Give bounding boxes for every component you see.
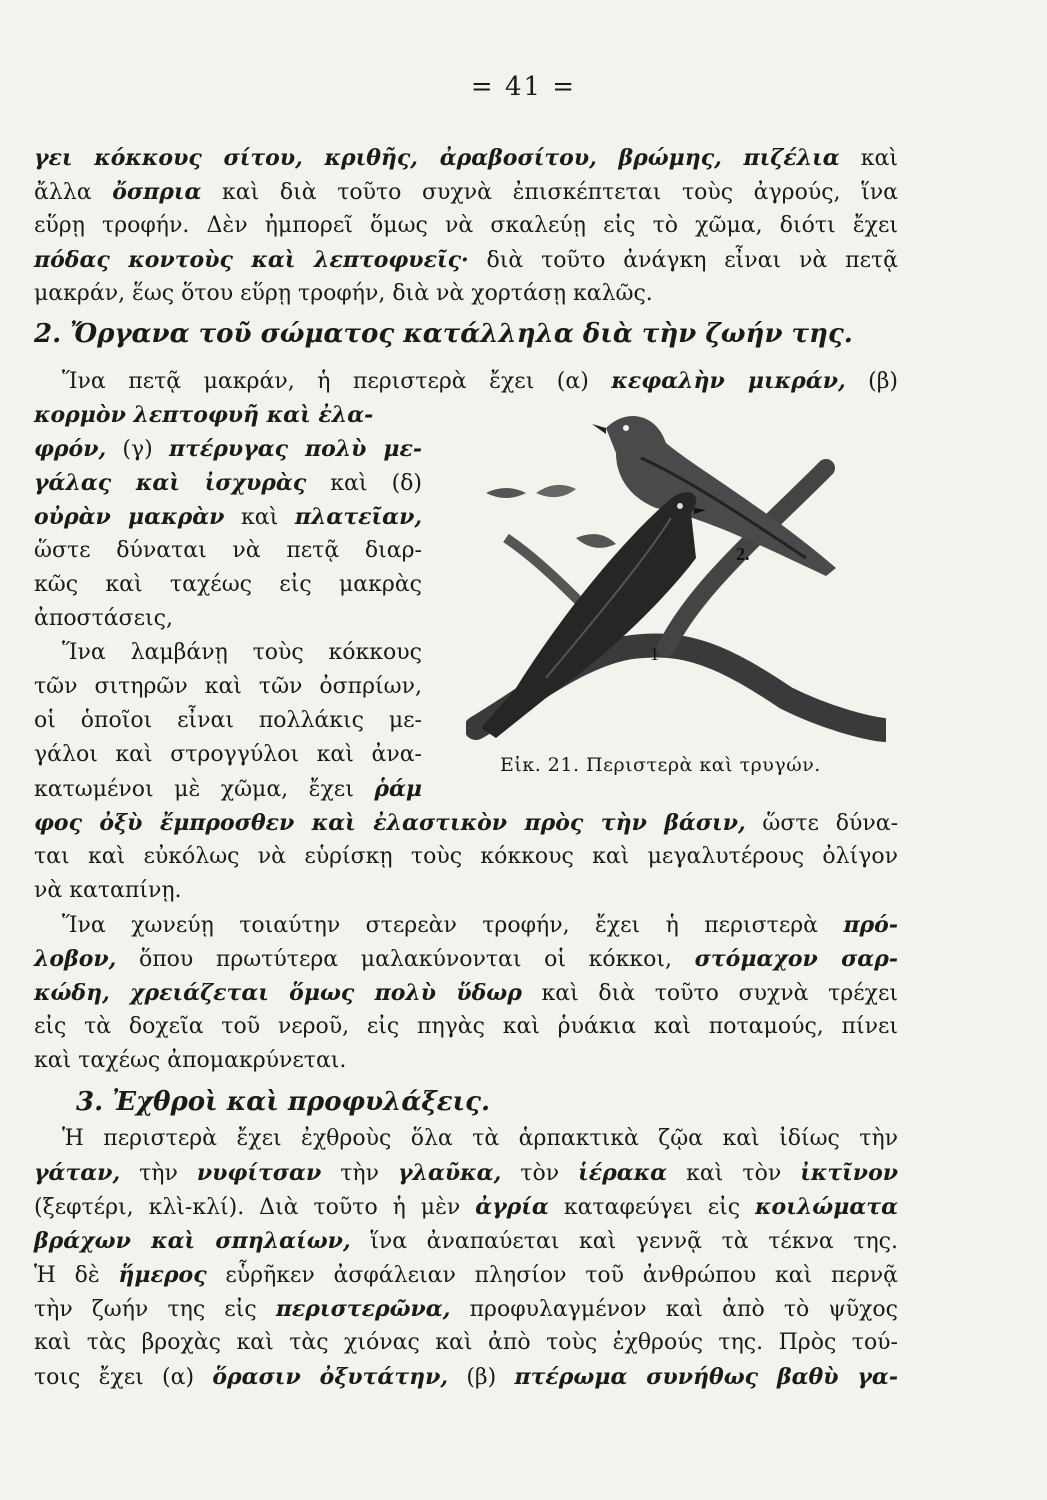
body-text: καὶ (224, 505, 295, 530)
text-line (62, 364, 898, 399)
body-text: καὶ τὰς βροχὰς καὶ τὰς χιόνας καὶ ἀπὸ τοὺς ἐχθρούς της. Πρὸς τού- (34, 1330, 898, 1355)
text-line (34, 840, 898, 874)
emphasis-text: ἱέρακα (578, 1160, 668, 1186)
body-text: ὅπου πρωτύτερα μαλακύνονται οἱ κόκκοι, (116, 947, 695, 972)
body-text: εὗρῆκεν ἀσφάλειαν πλησίον τοῦ ἀνθρώπου καὶ περνᾷ (206, 1263, 898, 1288)
emphasis-text: οὐρὰν μακρὰν (34, 504, 225, 530)
body-text: Ἵνα λαμβάνῃ τοὺς κόκκους (62, 640, 422, 665)
text-line (34, 1156, 898, 1191)
emphasis-text: ἥμερος (118, 1262, 207, 1288)
text-line (34, 670, 422, 704)
body-text: ὥστε δύνα- (745, 811, 899, 836)
text-line (34, 1258, 898, 1293)
emphasis-text: γάλας καὶ ἰσχυρὰς (34, 470, 307, 496)
section-heading-enemies: 3. Ἐχθροὶ καὶ προφυλάξεις. (76, 1087, 491, 1117)
text-line (62, 908, 898, 943)
emphasis-text: πλατεῖαν, (294, 504, 422, 530)
text-line (34, 738, 422, 772)
emphasis-text: περιστερῶνα, (275, 1296, 451, 1322)
body-text: Ἡ δὲ (34, 1263, 119, 1288)
text-line (34, 1326, 898, 1360)
body-text: καὶ ταχέως ἀπομακρύνεται. (34, 1048, 347, 1073)
body-text: διὰ τοῦτο ἀνάγκη εἶναι νὰ πετᾷ (468, 248, 898, 273)
body-text: (β) (448, 1365, 515, 1390)
text-line (34, 209, 898, 243)
body-text: Ἡ περιστερὰ ἔχει ἐχθροὺς ὅλα τὰ ἁρπακτικὰ ζῷα καὶ ἰδίως τὴν (62, 1126, 898, 1151)
emphasis-text: φος ὀξὺ ἔμπροσθεν καὶ ἐλαστικὸν πρὸς τὴν βάσιν, (34, 810, 746, 836)
emphasis-text: γλαῦκα, (398, 1160, 502, 1186)
text-line (34, 432, 422, 467)
emphasis-text: ῥάμ (374, 776, 422, 802)
body-text: καταφεύγει εἰς (548, 1195, 756, 1220)
body-text: καὶ διὰ τοῦτο συχνὰ τρέχει (521, 981, 898, 1006)
body-text: (β) (845, 369, 899, 394)
body-text: καὶ (839, 146, 899, 171)
emphasis-text: νυφίτσαν (196, 1160, 322, 1186)
text-line (34, 1224, 898, 1259)
page-number: = 41 = (470, 72, 577, 102)
body-text: κῶς καὶ ταχέως εἰς μακρὰς (34, 572, 422, 597)
body-text: κατωμένοι μὲ χῶμα, ἔχει (34, 777, 375, 802)
body-text: τὸν (501, 1161, 579, 1186)
body-text: τὴν (120, 1161, 197, 1186)
emphasis-text: κορμὸν λεπτοφυῆ καὶ ἐλα- (34, 402, 374, 428)
emphasis-text: πτέρωμα συνήθως βαθὺ γα- (514, 1364, 898, 1390)
emphasis-text: ὄσπρια (112, 179, 202, 205)
text-line (34, 500, 422, 535)
text-line (34, 942, 898, 977)
text-line (34, 704, 422, 738)
text-line (34, 1044, 898, 1078)
text-line (34, 277, 898, 311)
text-line (34, 1292, 898, 1327)
body-text: εἰς τὰ δοχεῖα τοῦ νεροῦ, εἰς πηγὰς καὶ ῥυάκια καὶ ποταμούς, πίνει (34, 1014, 898, 1039)
body-text: εὕρῃ τροφήν. Δὲν ἠμπορεῖ ὅμως νὰ σκαλεύῃ εἰς τὸ χῶμα, διότι ἔχει (34, 213, 898, 238)
figure-label-1: 1 (650, 644, 659, 664)
emphasis-text: κεφαλὴν μικράν, (611, 368, 846, 394)
text-line (62, 636, 422, 670)
text-line (34, 466, 422, 501)
emphasis-text: φρόν, (34, 436, 107, 462)
emphasis-text: γει κόκκους σίτου, κριθῆς, ἀραβοσίτου, βρώμης, πιζέλια (34, 145, 840, 171)
emphasis-text: κοιλώματα (755, 1194, 898, 1220)
text-line (34, 175, 898, 210)
body-text: ἵνα ἀναπαύεται καὶ γεννᾷ τὰ τέκνα της. (350, 1229, 898, 1254)
text-line (34, 976, 898, 1011)
body-text: μακράν, ἕως ὅτου εὕρῃ τροφήν, διὰ νὰ χορτάσῃ καλῶς. (34, 281, 653, 306)
emphasis-text: λοβον, (34, 946, 117, 972)
body-text: (γ) (106, 437, 170, 462)
text-line (34, 243, 898, 278)
body-text: ται καὶ εὐκόλως νὰ εὑρίσκῃ τοὺς κόκκους καὶ μεγαλυτέρους ὀλίγον (34, 844, 898, 869)
emphasis-text: ὅρασιν ὀξυτάτην, (212, 1364, 449, 1390)
body-text: Ἵνα χωνεύῃ τοιαύτην στερεὰν τροφήν, ἔχει ἡ περιστερὰ (62, 913, 844, 938)
text-line (34, 1360, 898, 1395)
body-text: ὥστε δύναται νὰ πετᾷ διαρ- (34, 538, 422, 563)
emphasis-text: ἰκτῖνον (800, 1160, 899, 1186)
text-line (34, 141, 898, 176)
emphasis-text: ἀγρία (475, 1194, 549, 1220)
body-text: οἱ ὁποῖοι εἶναι πολλάκις με- (34, 708, 422, 733)
body-text: καὶ (δ) (306, 471, 422, 496)
figure-label-2: 2. (736, 544, 750, 564)
figure-caption: Εἰκ. 21. Περιστερὰ καὶ τρυγών. (500, 754, 821, 776)
text-line (62, 1122, 898, 1156)
body-text: τῶν σιτηρῶν καὶ τῶν ὀσπρίων, (34, 674, 422, 699)
emphasis-text: βράχων καὶ σπηλαίων, (34, 1228, 351, 1254)
text-line (34, 874, 898, 908)
text-line (34, 1190, 898, 1225)
body-text: τὴν (321, 1161, 399, 1186)
body-text: καὶ διὰ τοῦτο συχνὰ ἐπισκέπτεται τοὺς ἀγρούς, ἵνα (201, 180, 899, 205)
emphasis-text: στόμαχον σαρ- (694, 946, 898, 972)
text-line (34, 602, 422, 636)
text-line (34, 1010, 898, 1044)
emphasis-text: γάταν, (34, 1160, 121, 1186)
text-line (34, 772, 422, 807)
emphasis-text: πρό- (843, 912, 898, 938)
emphasis-text: κώδη, χρειάζεται ὅμως πολὺ ὕδωρ (34, 980, 522, 1006)
text-line (34, 534, 422, 568)
body-text: τὴν ζωήν της εἰς (34, 1297, 276, 1322)
body-text: προφυλαγμένον καὶ ἀπὸ τὸ ψῦχος (450, 1297, 898, 1322)
text-line (34, 568, 422, 602)
section-heading-organs: 2. Ὄργανα τοῦ σώματος κατάλληλα διὰ τὴν ζωήν της. (34, 319, 853, 349)
body-text: ἄλλα (34, 180, 113, 205)
figure-pigeon-and-turtledove (466, 398, 886, 748)
body-text: τοις ἔχει (α) (34, 1365, 213, 1390)
body-text: καὶ τὸν (667, 1161, 801, 1186)
text-line (34, 806, 898, 841)
body-text: ἀποστάσεις, (34, 606, 173, 631)
body-text: (ξεφτέρι, κλὶ-κλί). Διὰ τοῦτο ἡ μὲν (34, 1195, 476, 1220)
body-text: Ἵνα πετᾷ μακράν, ἡ περιστερὰ ἔχει (α) (62, 369, 612, 394)
bird-illustration (466, 398, 886, 748)
emphasis-text: πόδας κοντοὺς καὶ λεπτοφυεῖς· (34, 247, 469, 273)
emphasis-text: πτέρυγας πολὺ με- (169, 436, 422, 462)
body-text: νὰ καταπίνῃ. (34, 878, 182, 903)
text-line (34, 398, 422, 433)
body-text: γάλοι καὶ στρογγύλοι καὶ ἀνα- (34, 742, 422, 767)
